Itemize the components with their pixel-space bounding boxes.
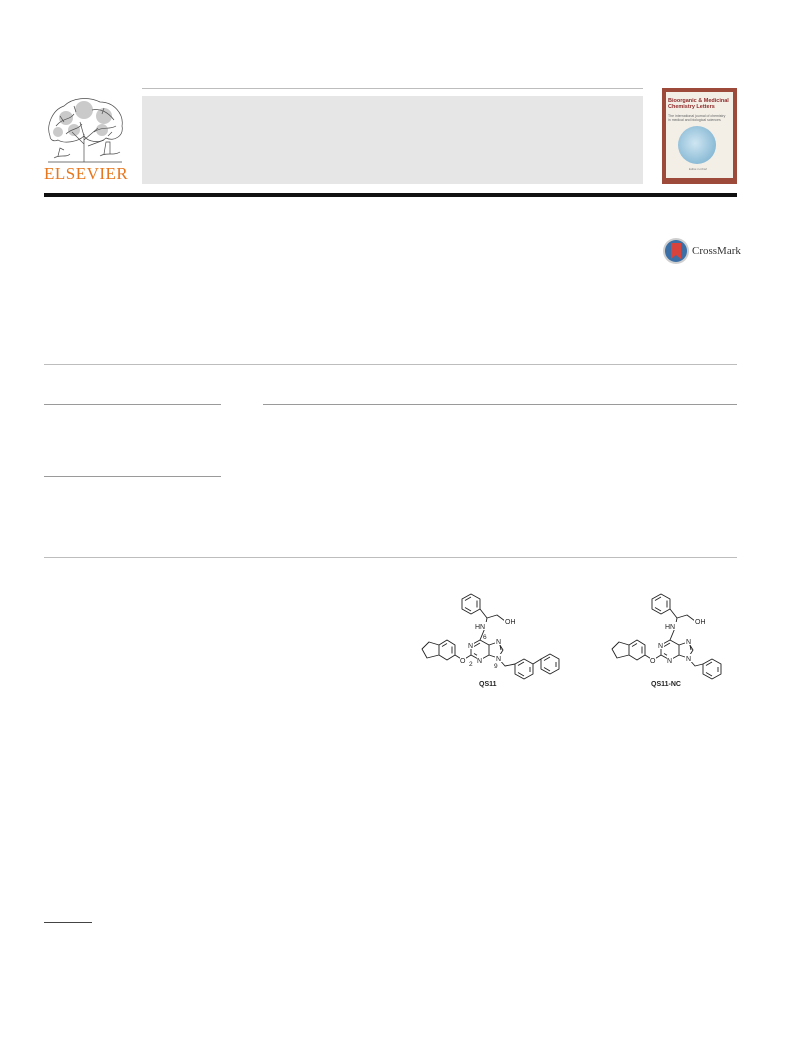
publisher-logo[interactable] [44,96,129,184]
qs11nc-phenyl-ring [652,594,670,614]
qs11-biphenyl-ring-1 [515,659,533,679]
footnote-rule [44,922,92,923]
header-thick-rule [44,193,737,197]
journal-cover-editor: Editor-in-Chief [689,167,707,171]
publisher-name: ELSEVIER [44,164,129,183]
article-info-left-rule [44,404,221,405]
qs11nc-atom-labels [650,617,706,665]
qs11nc-label-n3: N [667,658,673,665]
qs11-compound-name: QS11 [479,681,497,688]
header-top-rule [142,88,643,89]
qs11nc-label-n1: N [658,643,664,650]
qs11-label-n9: N [496,656,502,663]
journal-cover-image [678,126,716,164]
article-info-top-rule [44,364,737,365]
journal-cover[interactable] [662,88,737,184]
qs11-label-pos6: 6 [483,634,487,641]
qs11-label-pos2: 2 [469,661,473,668]
qs11-label-hn: HN [475,624,486,631]
qs11-label-o: O [460,658,466,665]
abstract-rule [263,404,737,405]
crossmark-icon [662,237,690,265]
qs11nc-indane-ring [612,640,645,660]
journal-banner [142,96,643,184]
qs11-biaryl-bond [533,659,541,664]
figure-structures [405,588,765,698]
qs11nc-label-n7: N [686,639,692,646]
qs11-indane-ring [422,640,455,660]
qs11-label-n1: N [468,643,474,650]
qs11nc-benzyl-ring [703,659,721,679]
qs11-label-oh: OH [505,619,516,626]
qs11nc-label-oh: OH [695,619,706,626]
keywords-rule [44,476,221,477]
crossmark-badge[interactable] [662,237,740,267]
qs11-biphenyl-ring-2 [541,654,559,674]
qs11-atom-labels [460,617,516,670]
qs11nc-compound-name: QS11-NC [651,681,681,688]
qs11nc-label-o: O [650,658,656,665]
qs11-label-n3: N [477,658,483,665]
qs11-label-pos9: 9 [494,663,498,670]
elsevier-tree-icon [44,96,126,164]
qs11nc-label-hn: HN [665,624,676,631]
crossmark-label: CrossMark [692,245,741,257]
qs11-phenyl-ring [462,594,480,614]
journal-cover-title: Bioorganic & Medicinal Chemistry Letters [668,98,729,110]
qs11-label-n7: N [496,639,502,646]
qs11nc-label-n9: N [686,656,692,663]
body-top-rule [44,557,737,558]
journal-cover-subtitle: The international journal of chemistry in medical and biological sciences [668,114,726,122]
